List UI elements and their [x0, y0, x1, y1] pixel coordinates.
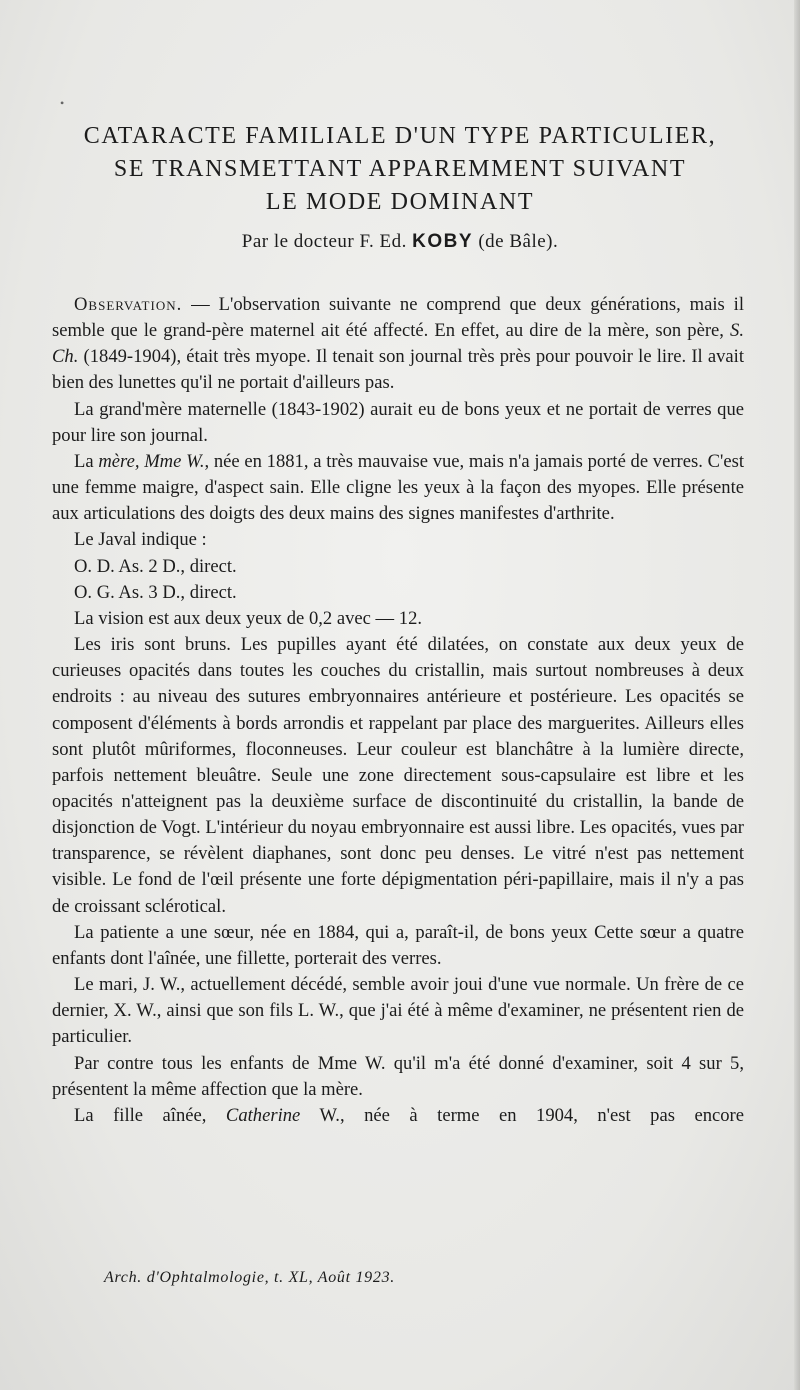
- page-edge-shadow: [794, 0, 800, 1390]
- author-name: KOBY: [412, 231, 474, 252]
- javal-right-eye: O. D. As. 2 D., direct.: [74, 555, 237, 577]
- paragraph-daughter: La fille aînée, Catherine W., née à terme en 1904, n'est pas encore: [74, 1104, 744, 1126]
- article-title: [40, 120, 760, 219]
- article-body: [52, 292, 744, 1129]
- paragraph-children: Par contre tous les enfants de Mme W. qu'il m'a été donné d'examiner, soit 4 sur 5, présentent la même affection que la mère.: [52, 1052, 744, 1100]
- paragraph-examination: Les iris sont bruns. Les pupilles ayant été dilatées, on constate aux deux yeux de curieuses opacités dans toutes les couches du cristallin, mais surtout nombreuses à deux endroits : au niveau des sutures embryonnaires antérieure et postérieure. Les opacités se composent d'éléments à bords arrondis et rappelant par place des marguerites. Ailleurs elles sont plutôt mûriformes, floconneuses. Leur couleur est blanchâtre à la lumière directe, parfois nettement bleuâtre. Seule une zone directement sous-capsulaire est libre et les opacités n'atteignent pas la deuxième surface de discontinuité du cristallin, la bande de disjonction de Vogt. L'intérieur du noyau embryonnaire est aussi libre. Les opacités, vues par transparence, se révèlent diaphanes, sont donc peu denses. Le vitré n'est pas nettement visible. Le fond de l'œil présente une forte dépigmentation péri-papillaire, mais il n'y a pas de croissant sclérotical.: [52, 634, 744, 917]
- observation-label: Observation.: [74, 294, 183, 315]
- paragraph-grandmother: La grand'mère maternelle (1843-1902) aurait eu de bons yeux et ne portait de verres que pour lire son journal.: [52, 398, 744, 446]
- byline-prefix: Par le docteur F. Ed.: [241, 231, 407, 252]
- paragraph-mother: La mère, Mme W., née en 1881, a très mauvaise vue, mais n'a jamais porté de verres. C'est une femme maigre, d'aspect sain. Elle cligne les yeux à la façon des myopes. Elle présente aux articulations des doigts des deux mains des signes manifestes d'arthrite.: [52, 450, 745, 525]
- speck-mark: •: [60, 96, 65, 110]
- javal-left-eye: O. G. As. 3 D., direct.: [74, 581, 237, 603]
- title-line-2: SE TRANSMETTANT APPAREMMENT SUIVANT: [113, 156, 687, 182]
- vision-measurement: La vision est aux deux yeux de 0,2 avec — 12.: [74, 607, 423, 629]
- paragraph-observation: Observation. — L'observation suivante ne comprend que deux générations, mais il semble que le grand-père maternel ait été affecté. En effet, au dire de la mère, son père, S. Ch. (1849-1904), était très myope. Il tenait son journal très près pour pouvoir le lire. Il avait bien des lunettes qu'il ne portait d'ailleurs pas.: [52, 294, 744, 394]
- byline-suffix: (de Bâle).: [478, 231, 559, 252]
- title-line-3: LE MODE DOMINANT: [265, 189, 535, 215]
- javal-label: Le Javal indique :: [74, 529, 207, 551]
- paragraph-husband: Le mari, J. W., actuellement décédé, semble avoir joui d'une vue normale. Un frère de ce dernier, X. W., ainsi que son fils L. W., que j'ai été à même d'examiner, ne présentent rien de particulier.: [52, 974, 744, 1048]
- title-line-1: CATARACTE FAMILIALE D'UN TYPE PARTICULIER,: [83, 123, 717, 149]
- author-byline: [0, 231, 800, 253]
- paragraph-sister: La patiente a une sœur, née en 1884, qui a, paraît-il, de bons yeux Cette sœur a quatre enfants dont l'aînée, une fillette, porterait des verres.: [52, 921, 744, 969]
- journal-footer: Arch. d'Ophtalmologie, t. XL, Août 1923.: [104, 1269, 395, 1286]
